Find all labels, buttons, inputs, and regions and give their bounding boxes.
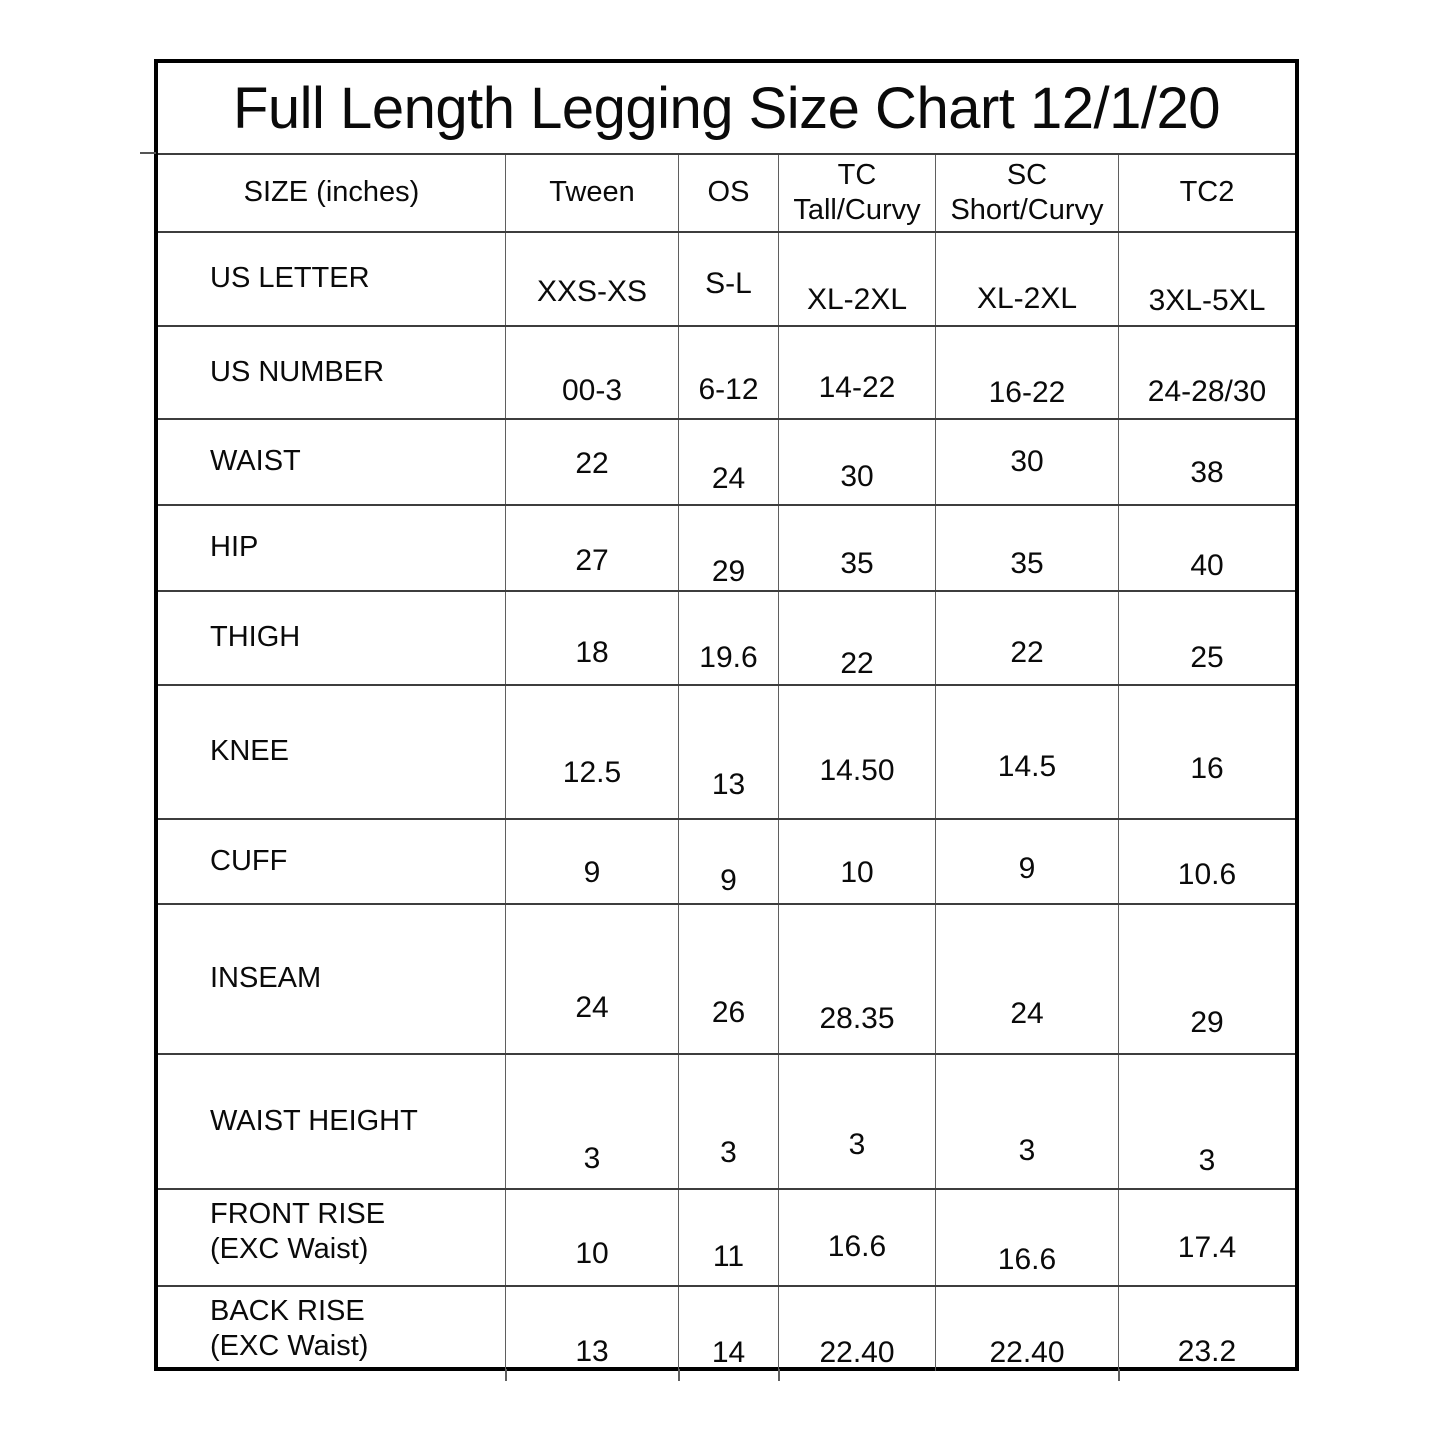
left-tick-line: [140, 152, 156, 154]
value-cell: 22: [778, 592, 935, 684]
table-row-inseam: [158, 905, 1295, 1055]
row-label-text: WAIST: [210, 445, 301, 478]
gridline-stub: [778, 1369, 780, 1381]
value-cell: 28.35: [778, 905, 935, 1053]
column-header-label: TC: [837, 158, 877, 191]
value-cell: 30: [778, 420, 935, 504]
value-cell: 35: [778, 506, 935, 590]
row-label-text: BACK RISE: [210, 1295, 365, 1327]
row-label-text: US NUMBER: [210, 355, 385, 388]
value-cell: S-L: [678, 233, 778, 325]
row-label-text: CUFF: [210, 844, 288, 877]
value-cell: 22.40: [935, 1287, 1118, 1371]
table-row-front-rise: [158, 1190, 1295, 1287]
table-row-hip: [158, 506, 1295, 592]
column-header-tc: [778, 155, 935, 231]
value-cell: 9: [505, 820, 678, 903]
value-cell: 00-3: [505, 327, 678, 418]
value-cell: 11: [678, 1190, 778, 1285]
value-cell: 14.50: [778, 686, 935, 818]
value-cell: 19.6: [678, 592, 778, 684]
value-cell: 14.5: [935, 686, 1118, 818]
row-label-cuff: [158, 820, 505, 903]
value-cell: 27: [505, 506, 678, 590]
column-header-tween: [505, 155, 678, 231]
row-label-subtext: (EXC Waist): [210, 1330, 369, 1363]
column-header-label: OS: [707, 176, 750, 209]
row-label-waist-height: [158, 1055, 505, 1188]
value-cell: 24-28/30: [1118, 327, 1295, 418]
column-header-os: [678, 155, 778, 231]
value-cell: 16: [1118, 686, 1295, 818]
value-cell: 3: [935, 1055, 1118, 1188]
value-cell: 38: [1118, 420, 1295, 504]
row-label-front-rise: [158, 1190, 505, 1285]
size-chart-table: [154, 59, 1299, 1371]
value-cell: 18: [505, 592, 678, 684]
column-header-label: SIZE (inches): [243, 176, 420, 209]
table-row-cuff: [158, 820, 1295, 905]
value-cell: 14-22: [778, 327, 935, 418]
value-cell: 10.6: [1118, 820, 1295, 903]
column-header-sc: [935, 155, 1118, 231]
value-cell: 12.5: [505, 686, 678, 818]
value-cell: 40: [1118, 506, 1295, 590]
value-cell: 6-12: [678, 327, 778, 418]
row-label-inseam: [158, 905, 505, 1053]
value-cell: 22: [505, 420, 678, 504]
column-header-label: Tween: [549, 176, 635, 209]
row-label-text: INSEAM: [210, 962, 322, 995]
value-cell: 25: [1118, 592, 1295, 684]
value-cell: 35: [935, 506, 1118, 590]
column-header-tc2: [1118, 155, 1295, 231]
value-cell: 26: [678, 905, 778, 1053]
table-row-us-letter: [158, 233, 1295, 327]
table-row-back-rise: [158, 1287, 1295, 1371]
column-header-size: [158, 155, 505, 231]
gridline-stub: [505, 1369, 507, 1381]
chart-title-row: [158, 63, 1295, 155]
value-cell: 10: [505, 1190, 678, 1285]
row-label-hip: [158, 506, 505, 590]
value-cell: 24: [505, 905, 678, 1053]
row-label-text: HIP: [210, 531, 259, 564]
value-cell: 14: [678, 1287, 778, 1371]
table-row-us-number: [158, 327, 1295, 420]
row-label-knee: [158, 686, 505, 818]
table-row-thigh: [158, 592, 1295, 686]
value-cell: 3: [678, 1055, 778, 1188]
row-label-back-rise: [158, 1287, 505, 1371]
value-cell: 10: [778, 820, 935, 903]
value-cell: 9: [678, 820, 778, 903]
value-cell: 13: [678, 686, 778, 818]
row-label-text: FRONT RISE: [210, 1198, 386, 1230]
table-row-waist: [158, 420, 1295, 506]
column-header-sublabel: Short/Curvy: [950, 194, 1104, 226]
value-cell: 23.2: [1118, 1287, 1295, 1371]
row-label-us-letter: [158, 233, 505, 325]
gridline-stub: [1118, 1369, 1120, 1381]
row-label-text: WAIST HEIGHT: [210, 1104, 418, 1137]
value-cell: XXS-XS: [505, 233, 678, 325]
value-cell: 3: [1118, 1055, 1295, 1188]
value-cell: 3XL-5XL: [1118, 233, 1295, 325]
row-label-us-number: [158, 327, 505, 418]
value-cell: 17.4: [1118, 1190, 1295, 1285]
value-cell: 29: [1118, 905, 1295, 1053]
value-cell: XL-2XL: [778, 233, 935, 325]
row-label-thigh: [158, 592, 505, 684]
value-cell: 24: [935, 905, 1118, 1053]
row-label-text: THIGH: [210, 621, 301, 654]
value-cell: 22: [935, 592, 1118, 684]
column-header-label: SC: [1006, 158, 1048, 191]
value-cell: 16.6: [778, 1190, 935, 1285]
value-cell: XL-2XL: [935, 233, 1118, 325]
value-cell: 24: [678, 420, 778, 504]
table-row-knee: [158, 686, 1295, 820]
value-cell: 29: [678, 506, 778, 590]
value-cell: 13: [505, 1287, 678, 1371]
row-label-text: US LETTER: [210, 262, 370, 295]
value-cell: 30: [935, 420, 1118, 504]
row-label-waist: [158, 420, 505, 504]
column-header-label: TC2: [1179, 176, 1235, 209]
value-cell: 22.40: [778, 1287, 935, 1371]
row-label-subtext: (EXC Waist): [210, 1233, 369, 1266]
header-row: [158, 155, 1295, 233]
row-label-text: KNEE: [210, 735, 289, 768]
value-cell: 3: [505, 1055, 678, 1188]
value-cell: 3: [778, 1055, 935, 1188]
value-cell: 16.6: [935, 1190, 1118, 1285]
column-header-sublabel: Tall/Curvy: [793, 194, 921, 226]
value-cell: 9: [935, 820, 1118, 903]
chart-title: Full Length Legging Size Chart 12/1/20: [232, 75, 1221, 141]
table-row-waist-height: [158, 1055, 1295, 1190]
value-cell: 16-22: [935, 327, 1118, 418]
gridline-stub: [678, 1369, 680, 1381]
